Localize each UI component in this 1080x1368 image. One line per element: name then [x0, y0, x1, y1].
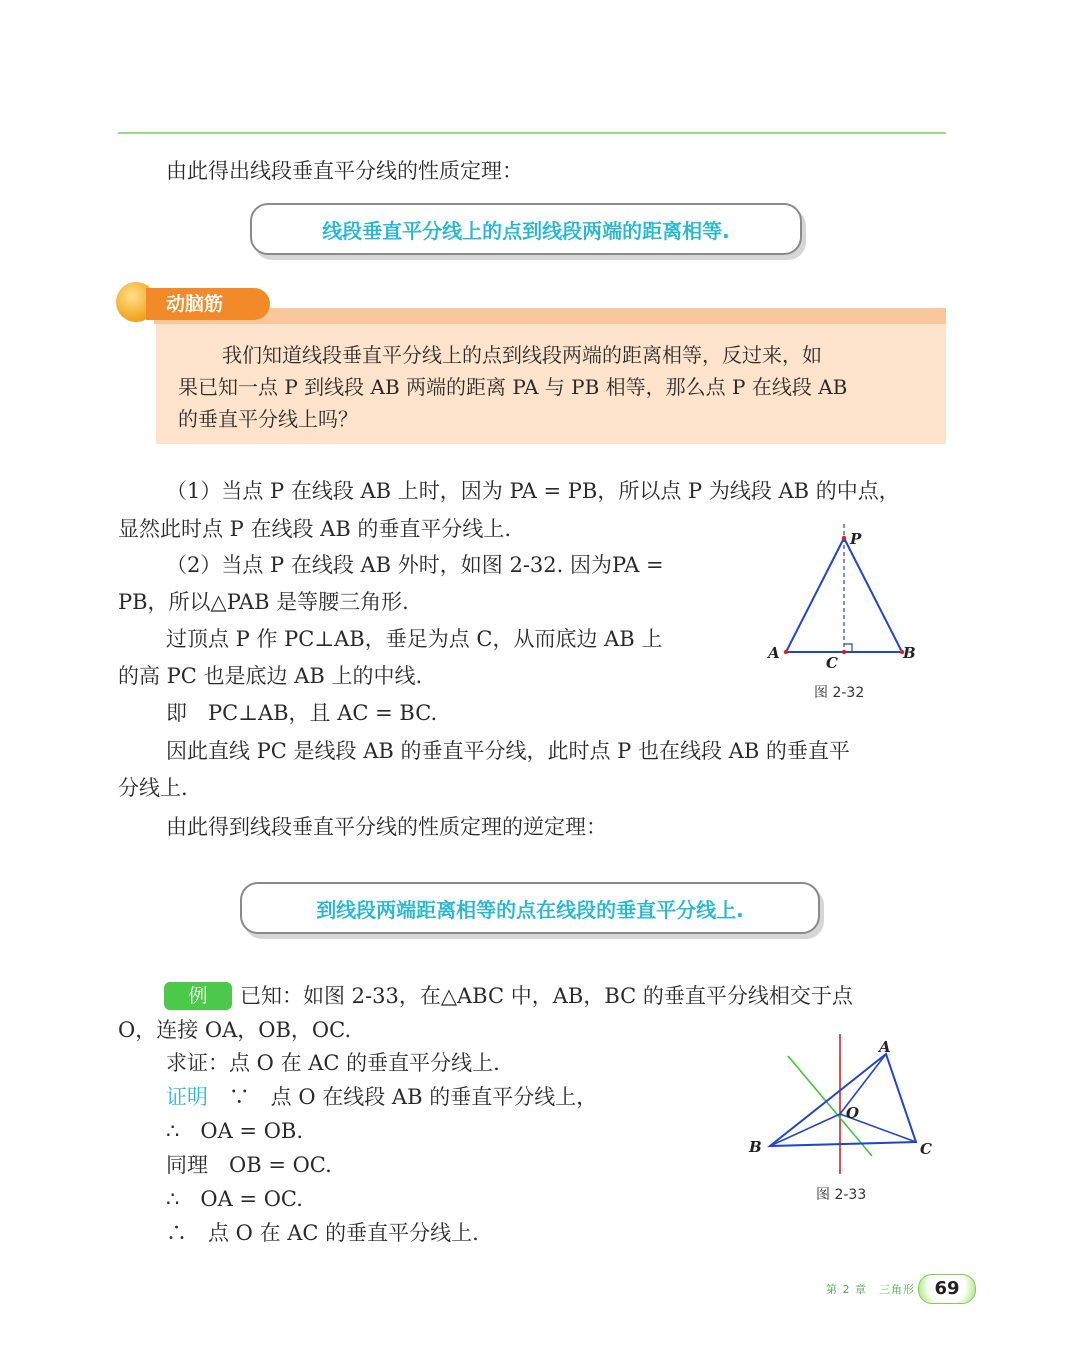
body-line-9: 分线上.: [118, 776, 188, 800]
point-a: [784, 650, 788, 654]
proof-label: 证明: [166, 1085, 208, 1109]
body-line-7: 即 PC⊥AB，且 AC = BC.: [166, 701, 438, 725]
body-line-3: （2）当点 P 在线段 AB 外时，如图 2-32. 因为PA =: [166, 553, 664, 577]
example-line-2: O，连接 OA，OB，OC.: [118, 1018, 352, 1042]
triangle-abc: [770, 1054, 916, 1146]
body-line-1: （1）当点 P 在线段 AB 上时，因为 PA = PB，所以点 P 为线段 AB 的中点，: [166, 479, 900, 503]
body-line-2: 显然此时点 P 在线段 AB 的垂直平分线上.: [118, 517, 512, 541]
body-line-4: PB，所以△PAB 是等腰三角形.: [118, 590, 409, 614]
point-c: [842, 650, 846, 654]
body-line-5: 过顶点 P 作 PC⊥AB，垂足为点 C，从而底边 AB 上: [166, 627, 663, 651]
think-title: 动脑筋: [146, 288, 270, 320]
example-line-3: 求证：点 O 在 AC 的垂直平分线上.: [166, 1051, 500, 1075]
point-p: [842, 536, 846, 540]
figure-2-33-caption: 图 2-33: [816, 1187, 867, 1203]
page-number: 69: [918, 1274, 976, 1304]
proof-line-3: 同理 OB = OC.: [166, 1153, 332, 1177]
body-line-6: 的高 PC 也是底边 AB 上的中线.: [118, 664, 423, 688]
body-line-8: 因此直线 PC 是线段 AB 的垂直平分线，此时点 P 也在线段 AB 的垂直平: [166, 739, 850, 763]
label-c: C: [826, 654, 838, 670]
example-tag: 例: [164, 982, 232, 1010]
label-b: B: [903, 644, 916, 662]
figure-2-33: [740, 1032, 940, 1176]
label-o: O: [846, 1104, 860, 1122]
label-c: C: [920, 1140, 932, 1158]
proof-line-1: [166, 1082, 597, 1112]
theorem-box: [250, 203, 802, 255]
think-line-3: 的垂直平分线上吗？: [178, 407, 358, 431]
bisector-ab: [788, 1056, 872, 1156]
label-b: B: [749, 1138, 762, 1156]
label-a: A: [879, 1038, 891, 1056]
proof-line-4: ∴ OA = OC.: [166, 1187, 303, 1211]
top-rule: [118, 132, 946, 134]
proof-line-2: ∴ OA = OB.: [166, 1119, 304, 1143]
intro-theorem-text: 由此得出线段垂直平分线的性质定理：: [166, 159, 523, 183]
theorem-text: 线段垂直平分线上的点到线段两端的距离相等.: [322, 218, 730, 243]
example-line-1: 已知：如图 2-33，在△ABC 中，AB，BC 的垂直平分线相交于点: [240, 984, 853, 1008]
figure-2-32: [760, 520, 930, 670]
converse-theorem-text: 到线段两端距离相等的点在线段的垂直平分线上.: [316, 897, 744, 922]
proof-line-1-text: ∵ 点 O 在线段 AB 的垂直平分线上，: [228, 1085, 598, 1109]
footer-chapter: 第 2 章 三角形: [826, 1283, 915, 1296]
converse-theorem-box: [240, 882, 820, 934]
intro-converse-text: 由此得到线段垂直平分线的性质定理的逆定理：: [166, 815, 607, 839]
figure-2-32-caption: 图 2-32: [814, 685, 865, 701]
think-line-1: 我们知道线段垂直平分线上的点到线段两端的距离相等，反过来，如: [222, 343, 822, 367]
proof-line-5: ∴ 点 O 在 AC 的垂直平分线上.: [166, 1221, 479, 1245]
think-header-bar: [154, 308, 946, 324]
label-a: A: [768, 644, 780, 662]
think-line-2: 果已知一点 P 到线段 AB 两端的距离 PA 与 PB 相等，那么点 P 在线段 AB: [178, 375, 848, 399]
label-p: P: [850, 530, 862, 548]
